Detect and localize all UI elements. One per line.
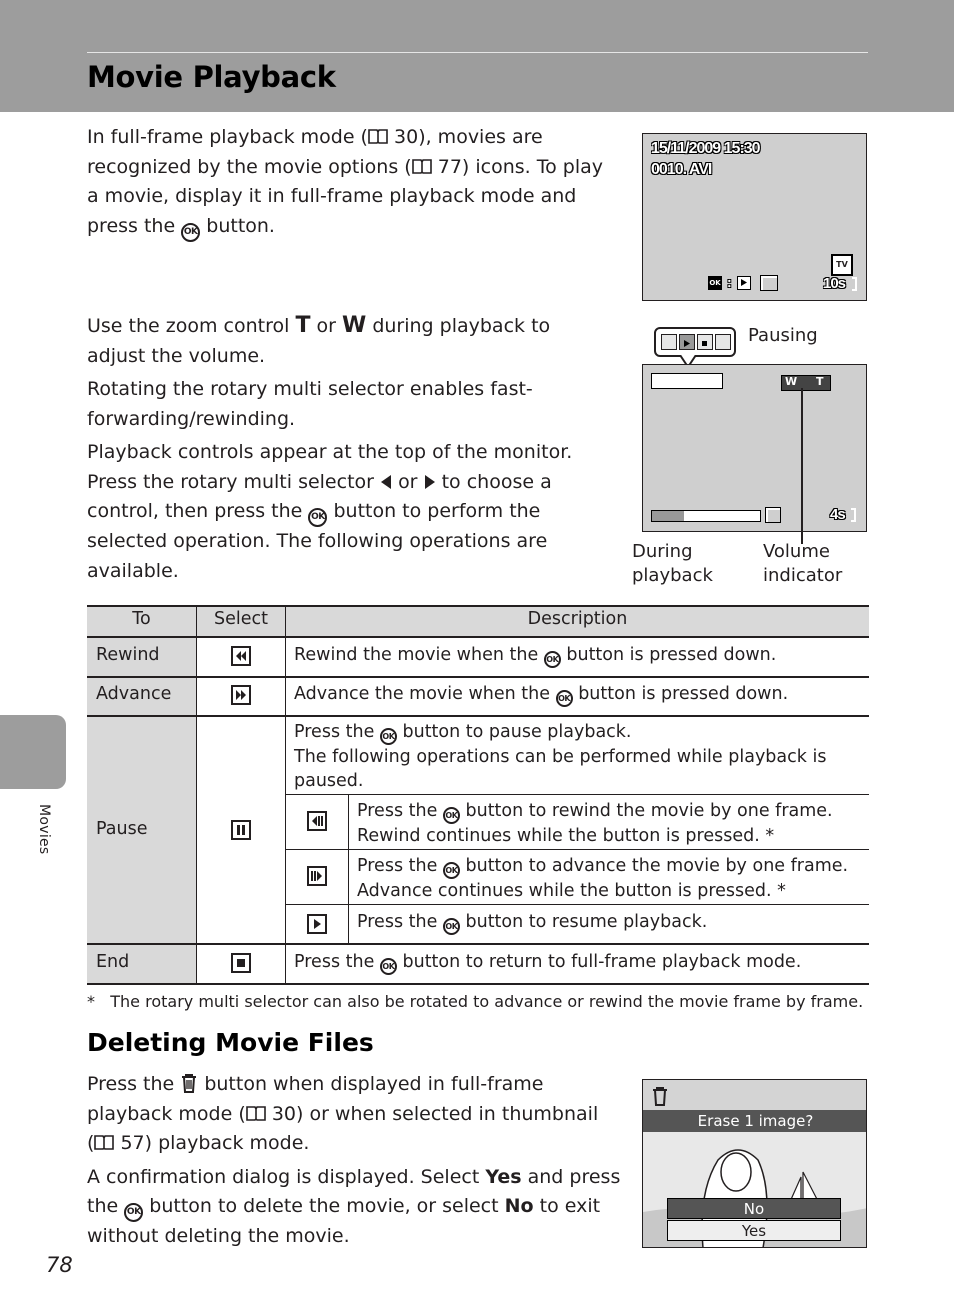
ok-button-icon: OK <box>181 223 200 242</box>
internal-memory-icon <box>766 508 780 522</box>
row-pause-to: Pause <box>96 819 148 839</box>
advance-icon <box>231 685 251 709</box>
right-arrow-icon <box>424 474 436 490</box>
screen-date: 15/11/2009 15:30 <box>651 140 760 157</box>
row-pause-desc: Press the OK button to pause playback. The following operations can be performed while playback is paused. <box>294 722 827 791</box>
volume-indicator: W T <box>781 375 831 391</box>
during-playback-label: During playback <box>632 541 713 586</box>
progress-bar <box>651 510 761 522</box>
delete-paragraph: Press the button when displayed in full-frame playback mode ( 30) or when selected in thumbnail ( 57) playback mode. A confirmation dialog is displayed. Select Yes and press the OK button to delete the movie, or select No to exit without deleting the movie. <box>87 1073 621 1247</box>
book-icon <box>368 129 388 144</box>
stop-icon <box>231 953 251 977</box>
pause-icon <box>231 820 251 844</box>
pausing-label: Pausing <box>748 325 818 346</box>
row-rewind-desc: Rewind the movie when the OK button is pressed down. <box>294 645 776 668</box>
intro-paragraph: In full-frame playback mode ( 30), movies are recognized by the movie options ( 77) icons. To play a movie, display it in full-frame playback mode and press the OK button. <box>87 123 627 242</box>
erase-dialog-screen <box>642 1079 867 1248</box>
chapter-tab <box>0 715 66 789</box>
tv-icon: TV <box>831 254 853 276</box>
pausing-controls-callout <box>654 327 736 357</box>
operations-table <box>87 605 869 985</box>
remaining-time: 4s <box>830 506 845 523</box>
usage-paragraph: Use the zoom control T or W during playback to adjust the volume. Rotating the rotary multi selector enables fast- forwarding/rewinding. Playback controls appear at the top of the monitor. Press the rotary multi selector or to choose a control, then press the OK button to perform the selected operation. The following operations are available. <box>87 313 573 582</box>
volume-indicator-label: Volume indicator <box>763 541 843 586</box>
header-to: To <box>132 609 151 629</box>
frame-advance-icon <box>715 334 731 350</box>
playback-screen <box>642 133 867 301</box>
bracket-icon <box>852 277 857 291</box>
header-rule <box>87 52 868 53</box>
resume-icon <box>307 914 327 938</box>
row-rewind-to: Rewind <box>96 645 160 665</box>
internal-memory-icon <box>761 276 777 290</box>
stop-icon <box>697 334 713 350</box>
sub-frame-rewind-desc: Press the OK button to rewind the movie by one frame. Rewind continues while the button is pressed. * <box>357 801 833 846</box>
frame-rewind-icon <box>661 334 677 350</box>
sub-resume-desc: Press the OK button to resume playback. <box>357 912 707 935</box>
footnote: * The rotary multi selector can also be rotated to advance or rewind the movie frame by frame. <box>87 992 864 1011</box>
row-advance-desc: Advance the movie when the OK button is pressed down. <box>294 684 788 707</box>
progress-fill <box>652 511 684 521</box>
playback-control-bar <box>651 373 723 389</box>
option-yes[interactable]: Yes <box>667 1220 841 1241</box>
bracket-icon <box>851 508 856 522</box>
sub-frame-advance-desc: Press the OK button to advance the movie by one frame. Advance continues while the button is pressed. * <box>357 856 849 901</box>
left-arrow-icon <box>380 474 392 490</box>
book-icon <box>412 159 432 174</box>
frame-advance-icon <box>307 866 327 890</box>
header-bar <box>0 0 954 112</box>
rewind-icon <box>231 646 251 670</box>
erase-prompt: Erase 1 image? <box>643 1110 867 1132</box>
resume-icon <box>679 334 695 350</box>
volume-leader-line <box>801 388 803 544</box>
frame-rewind-icon <box>307 811 327 835</box>
screen-colon: : <box>727 274 731 290</box>
screen-filename: 0010. AVI <box>651 161 712 178</box>
play-icon <box>737 276 751 290</box>
book-icon <box>246 1106 266 1121</box>
header-description: Description <box>527 609 628 629</box>
screen-duration: 10s <box>823 275 846 292</box>
playback-controls-screen <box>642 364 867 532</box>
chapter-label: Movies <box>36 804 52 855</box>
trash-icon <box>651 1086 669 1106</box>
ok-small-icon: OK <box>708 276 722 290</box>
page-number: 78 <box>46 1253 73 1277</box>
header-select: Select <box>214 609 268 629</box>
ok-button-icon: OK <box>124 1203 143 1222</box>
trash-icon <box>180 1073 198 1093</box>
row-end-to: End <box>96 952 130 972</box>
page-title: Movie Playback <box>87 60 336 94</box>
ok-button-icon: OK <box>308 508 327 527</box>
book-icon <box>94 1135 114 1150</box>
row-end-desc: Press the OK button to return to full-frame playback mode. <box>294 952 801 975</box>
row-advance-to: Advance <box>96 684 172 704</box>
option-no[interactable]: No <box>667 1198 841 1219</box>
section-title: Deleting Movie Files <box>87 1028 374 1057</box>
